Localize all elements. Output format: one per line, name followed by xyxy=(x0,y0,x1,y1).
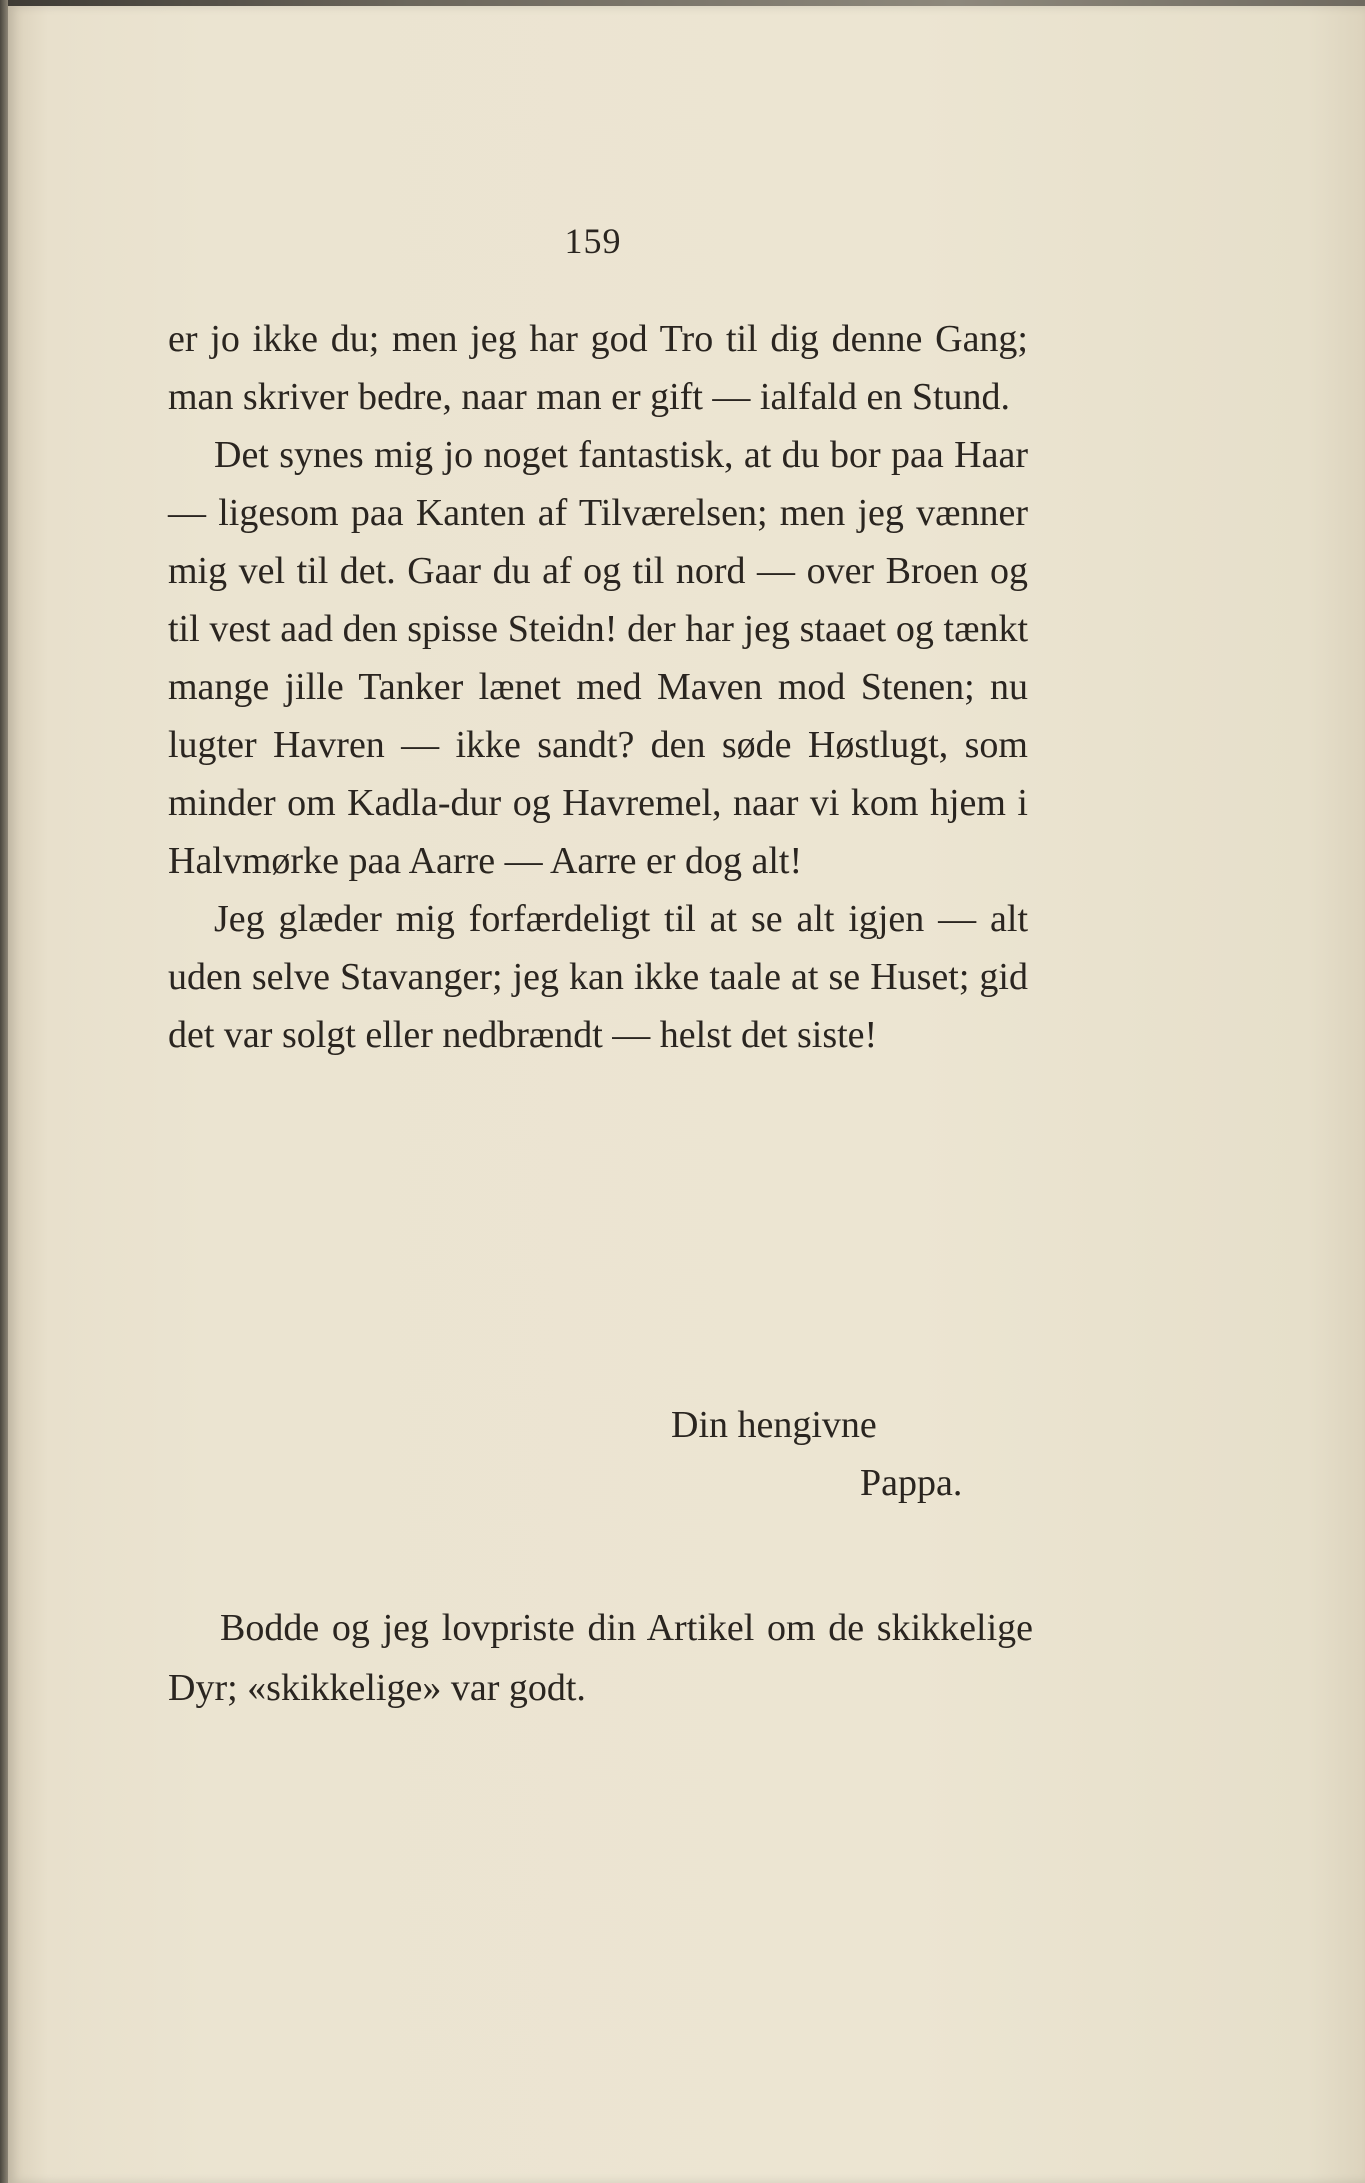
book-page xyxy=(8,6,1365,2183)
postscript: Bodde og jeg lovpriste din Artikel om de skikkelige Dyr; «skikkelige» var godt. xyxy=(168,1607,1033,1709)
signature-name: Pappa. xyxy=(860,1462,963,1504)
page-number: 159 xyxy=(564,221,622,261)
paragraph-2: Det synes mig jo noget fantastisk, at du bor paa Haar — ligesom paa Kanten af Tilværelsen; men jeg vænner mig vel til det. Gaar du af og til nord — over Broen og til vest aad den spisse Steidn! der har jeg staaet og tænkt mange jille Tanker lænet med Maven mod Stenen; nu lugter Havren — ikke sandt? den søde Høstlugt, som minder om Kadla-dur og Havremel, naar vi kom hjem i Halvmørke paa Aarre — Aarre er dog alt! xyxy=(168,434,1028,882)
letter-body xyxy=(168,310,1028,1064)
paragraph-3: Jeg glæder mig forfærdeligt til at se alt igjen — alt uden selve Stavanger; jeg kan ikke taale at se Huset; gid det var solgt eller nedbrændt — helst det siste! xyxy=(168,898,1028,1056)
book-spine-edge xyxy=(0,0,8,2183)
signature-closing: Din hengivne xyxy=(671,1404,877,1446)
paragraph-1: er jo ikke du; men jeg har god Tro til dig denne Gang; man skriver bedre, naar man er gift — ialfald en Stund. xyxy=(168,318,1028,418)
